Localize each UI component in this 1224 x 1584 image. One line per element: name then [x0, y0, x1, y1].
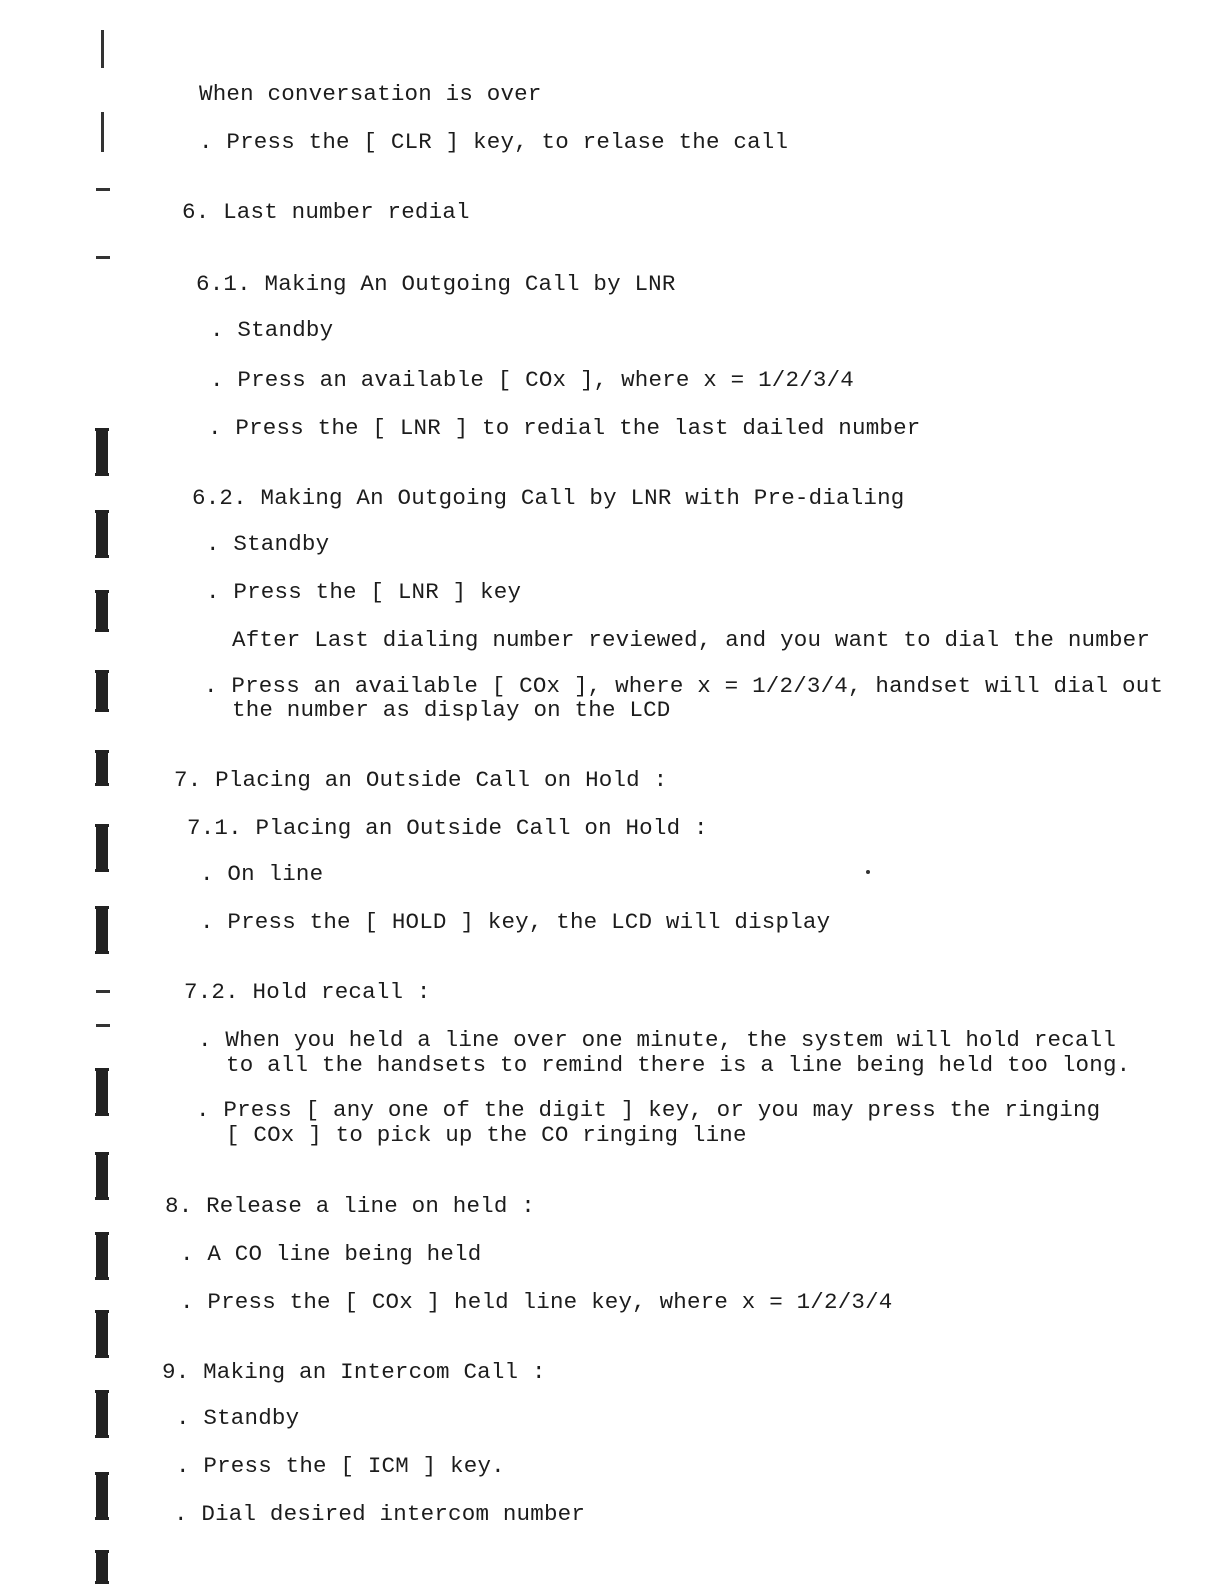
text-line: . Standby	[206, 531, 330, 557]
text-line: . A CO line being held	[180, 1241, 482, 1267]
text-line: to all the handsets to remind there is a line being held too long.	[226, 1052, 1131, 1078]
text-line: . Press the [ LNR ] to redial the last dailed number	[208, 415, 921, 441]
text-line: . Press the [ COx ] held line key, where x = 1/2/3/4	[180, 1289, 893, 1315]
binder-mark	[96, 428, 108, 476]
binder-mark	[96, 590, 108, 632]
binder-mark	[101, 30, 104, 68]
text-line: . Standby	[210, 317, 334, 343]
text-line: . Press the [ ICM ] key.	[176, 1453, 505, 1479]
binder-mark	[96, 906, 108, 954]
section-heading: 6. Last number redial	[182, 199, 470, 225]
binder-mark	[96, 256, 110, 259]
subsection-heading: 7.2. Hold recall :	[184, 979, 431, 1005]
subsection-heading: 7.1. Placing an Outside Call on Hold :	[187, 815, 708, 841]
text-line: . Press the [ LNR ] key	[206, 579, 522, 605]
text-line: . Dial desired intercom number	[174, 1501, 586, 1527]
binder-mark	[96, 1472, 108, 1520]
section-heading: 7. Placing an Outside Call on Hold :	[174, 767, 668, 793]
text-line: . Press an available [ COx ], where x = 1/2/3/4	[210, 367, 855, 393]
section-heading: 8. Release a line on held :	[165, 1193, 535, 1219]
binder-mark	[96, 1024, 110, 1027]
binder-mark	[96, 1152, 108, 1200]
text-line: After Last dialing number reviewed, and you want to dial the number	[232, 627, 1151, 653]
text-line: the number as display on the LCD	[232, 697, 671, 723]
text-line: When conversation is over	[199, 81, 542, 107]
subsection-heading: 6.2. Making An Outgoing Call by LNR with Pre-dialing	[192, 485, 905, 511]
binder-mark	[96, 990, 110, 993]
binder-mark	[96, 824, 108, 872]
binder-mark	[96, 510, 108, 558]
scan-speck	[866, 870, 870, 874]
text-line: . Press an available [ COx ], where x = 1/2/3/4, handset will dial out	[204, 673, 1164, 699]
text-line: . Press [ any one of the digit ] key, or you may press the ringing	[196, 1097, 1101, 1123]
binder-mark	[96, 1550, 108, 1584]
text-line: [ COx ] to pick up the CO ringing line	[226, 1122, 747, 1148]
binder-mark	[96, 1310, 108, 1358]
text-line: . Standby	[176, 1405, 300, 1431]
text-line: . When you held a line over one minute, the system will hold recall	[198, 1027, 1117, 1053]
binder-mark	[96, 750, 108, 786]
binder-mark	[96, 670, 108, 712]
binder-mark	[101, 112, 104, 152]
section-heading: 9. Making an Intercom Call :	[162, 1359, 546, 1385]
text-line: . Press the [ HOLD ] key, the LCD will display	[200, 909, 831, 935]
text-line: . Press the [ CLR ] key, to relase the call	[199, 129, 789, 155]
text-line: . On line	[200, 861, 324, 887]
binder-mark	[96, 188, 110, 191]
subsection-heading: 6.1. Making An Outgoing Call by LNR	[196, 271, 676, 297]
binder-mark	[96, 1390, 108, 1438]
binder-mark	[96, 1068, 108, 1116]
binder-mark	[96, 1232, 108, 1280]
